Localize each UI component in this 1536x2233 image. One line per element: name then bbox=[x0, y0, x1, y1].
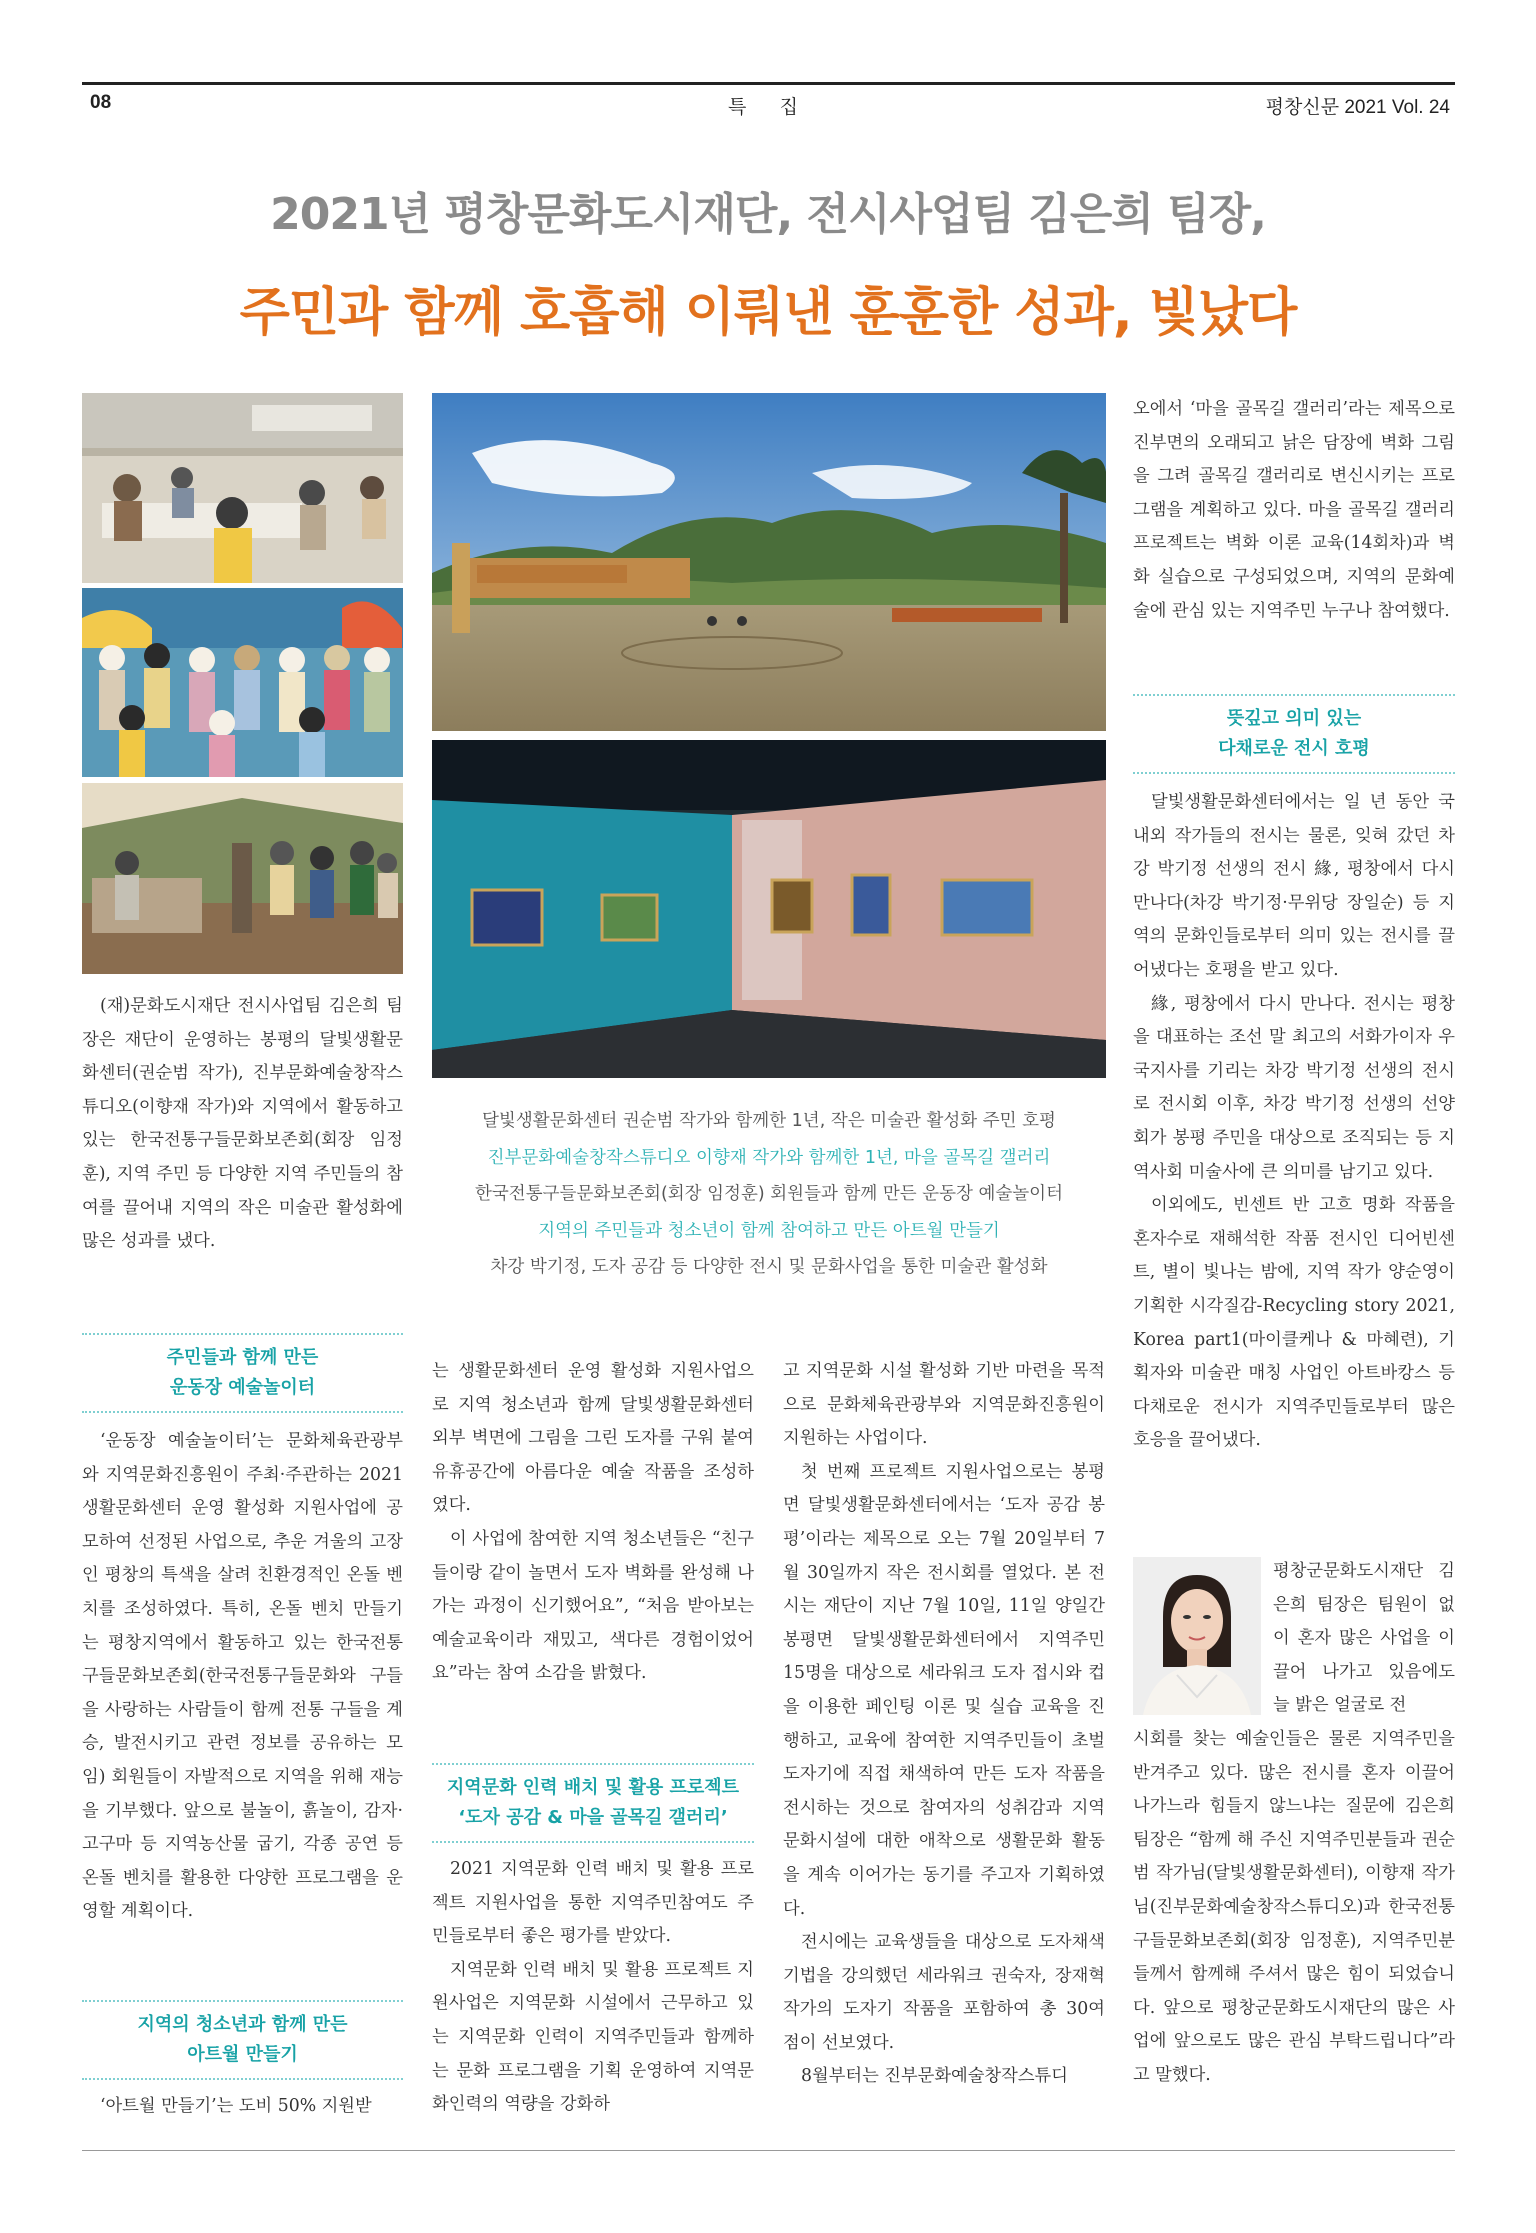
caption-1: 달빛생활문화센터 권순범 작가와 함께한 1년, 작은 미술관 활성화 주민 호평 bbox=[482, 1111, 1056, 1131]
subhead-artwall-line1: 지역의 청소년과 함께 만든 bbox=[137, 2014, 348, 2035]
caption-2: 진부문화예술창작스튜디오 이향재 작가와 함께한 1년, 마을 골목길 갤러리 bbox=[487, 1147, 1051, 1168]
col4-paragraph-2: 달빛생활문화센터에서는 일 년 동안 국내외 작가들의 전시는 물론, 잊혀 갔던 차강 박기정 선생의 전시 緣, 평창에서 다시 만나다(차강 박기정·무위당 장일순) 등 지역의 문화인들로부터 의미 있는 전시를 끌어냈다는 호평을 받고 있다. bbox=[1133, 792, 1455, 980]
column-4-middle bbox=[1133, 786, 1455, 1458]
col4-paragraph-4: 이외에도, 빈센트 반 고흐 명화 작품을 혼자수로 재해석한 작품 전시인 디어빈센트, 별이 빛나는 밤에, 지역 작가 양순영이 기획한 시각질감-Recycling story 2021, Korea part1(마이클케나 & 마혜련), 기획자와 미술관 매칭 사업인 아트바캉스 등 다채로운 전시가 지역주민들로부터 많은 호응을 끌어냈다. bbox=[1133, 1195, 1455, 1451]
column-2-bottom bbox=[432, 1853, 754, 2122]
photo-captions bbox=[432, 1103, 1106, 1286]
subhead-exhibitions-line1: 뜻깊고 의미 있는 bbox=[1226, 708, 1362, 729]
col4-paragraph-1: 오에서 ‘마을 골목길 갤러리’라는 제목으로 진부면의 오래되고 낡은 담장에 벽화 그림을 그려 골목길 갤러리로 변신시키는 프로그램을 계획하고 있다. 마을 골목길 갤러리 프로젝트는 벽화 이론 교육(14회차)과 벽화 실습으로 구성되었으며, 지역의 문화예술에 관심 있는 지역주민 누구나 참여했다. bbox=[1133, 399, 1455, 621]
subhead-exhibitions-line2: 다채로운 전시 호평 bbox=[1218, 738, 1370, 759]
headline-line2: 주민과 함께 호흡해 이뤄낸 훈훈한 성과, 빛났다 bbox=[239, 283, 1297, 343]
col4-paragraph-5: 시회를 찾는 예술인들은 물론 지역주민을 반겨주고 있다. 많은 전시를 혼자 이끌어 나가느라 힘들지 않느냐는 질문에 김은희 팀장은 “함께 해 주신 지역주민분들과 권순범 작가님(달빛생활문화센터), 이향재 작가님(진부문화예술창작스튜디오)과 한국전통구들문화보존회(회장 임정훈), 지역주민분들께서 함께해 주셔서 많은 힘이 되었습니다. 앞으로 평창군문화도시재단의 많은 사업에 앞으로도 많은 관심 부탁드립니다”라고 말했다. bbox=[1133, 1729, 1455, 2085]
section-label: 특 집 bbox=[728, 97, 812, 118]
header-rule bbox=[82, 82, 1455, 85]
artwall-paragraph: ‘아트월 만들기’는 도비 50% 지원받 bbox=[100, 2096, 372, 2116]
photo-gallery-exhibition bbox=[432, 740, 1106, 1078]
photo-workshop-class bbox=[82, 393, 403, 583]
col3-paragraph-3: 전시에는 교육생들을 대상으로 도자채색기법을 강의했던 세라워크 권숙자, 장재혁 작가의 도자기 작품을 포함하여 총 30여 점이 선보였다. bbox=[783, 1932, 1105, 2053]
subhead-project-line2: ‘도자 공감 & 마을 골목길 갤러리’ bbox=[458, 1807, 728, 1828]
subhead-artwall bbox=[82, 2000, 403, 2080]
column-1-intro bbox=[82, 990, 403, 1259]
subhead-playground-line1: 주민들과 함께 만든 bbox=[166, 1347, 319, 1368]
col3-paragraph-1: 고 지역문화 시설 활성화 기반 마련을 목적으로 문화체육관광부와 지역문화진흥원이 지원하는 사업이다. bbox=[783, 1361, 1105, 1449]
column-2-top bbox=[432, 1355, 754, 1691]
footer-rule bbox=[82, 2150, 1455, 2151]
caption-5: 차강 박기정, 도자 공감 등 다양한 전시 및 문화사업을 통한 미술관 활성화 bbox=[490, 1257, 1048, 1277]
column-4-top bbox=[1133, 393, 1455, 628]
col2-paragraph-1: 는 생활문화센터 운영 활성화 지원사업으로 지역 청소년과 함께 달빛생활문화센터 외부 벽면에 그림을 그린 도자를 구워 붙여 유휴공간에 아름다운 예술 작품을 조성하였다. bbox=[432, 1361, 754, 1516]
col2-paragraph-4: 지역문화 인력 배치 및 활용 프로젝트 지원사업은 지역문화 시설에서 근무하고 있는 지역문화 인력이 지역주민들과 함께하는 문화 프로그램을 기획 운영하여 지역문화인력의 역량을 강화하 bbox=[432, 1959, 754, 2115]
playground-paragraph: ‘운동장 예술놀이터’는 문화체육관광부와 지역문화진흥원이 주최·주관하는 2021 생활문화센터 운영 활성화 지원사업에 공모하여 선정된 사업으로, 추운 겨울의 고장인 평창의 특색을 살려 친환경적인 온돌 벤치를 조성하였다. 특히, 온돌 벤치 만들기는 평창지역에서 활동하고 있는 한국전통구들문화보존회(한국전통구들문화와 구들을 사랑하는 사람들이 함께 전통 구들을 계승, 발전시키고 관련 정보를 공유하는 모임) 회원들이 자발적으로 지역을 위해 재능을 기부했다. 앞으로 불놀이, 흙놀이, 감자·고구마 등 지역농산물 굽기, 각종 공연 등 온돌 벤치를 활용한 다양한 프로그램을 운영할 계획이다. bbox=[82, 1431, 403, 1922]
photo-volunteers-group bbox=[82, 588, 403, 777]
caption-3: 한국전통구들문화보존회(회장 임정훈) 회원들과 함께 만든 운동장 예술놀이터 bbox=[475, 1184, 1063, 1204]
subhead-artwall-line2: 아트월 만들기 bbox=[187, 2044, 298, 2065]
col3-paragraph-4: 8월부터는 진부문화예술창작스튜디 bbox=[801, 2066, 1068, 2087]
portrait-photo bbox=[1133, 1557, 1261, 1715]
headline-line1: 2021년 평창문화도시재단, 전시사업팀 김은희 팀장, bbox=[270, 189, 1266, 240]
subhead-project bbox=[432, 1763, 754, 1843]
subhead-project-line1: 지역문화 인력 배치 및 활용 프로젝트 bbox=[446, 1777, 740, 1798]
column-3 bbox=[783, 1355, 1105, 2094]
column-1-body bbox=[82, 1425, 403, 1929]
page-header bbox=[90, 92, 1450, 120]
portrait-text bbox=[1273, 1555, 1455, 1723]
photo-playground-art bbox=[432, 393, 1106, 731]
col4-paragraph-3: 緣, 평창에서 다시 만나다. 전시는 평창을 대표하는 조선 말 최고의 서화가이자 우국지사를 기리는 차강 박기정 선생의 전시로 전시회 이후, 차강 박기정 선생의 선양회가 봉평 주민을 대상으로 조직되는 등 지역사회 미술사에 큰 의미를 남기고 있다. bbox=[1133, 993, 1455, 1182]
intro-paragraph: (재)문화도시재단 전시사업팀 김은희 팀장은 재단이 운영하는 봉평의 달빛생활문화센터(권순범 작가), 진부문화예술창작스튜디오(이향재 작가)와 지역에서 활동하고 있는 한국전통구들문화보존회(회장 임정훈), 지역 주민 등 다양한 지역 주민들의 참여를 끌어내 지역의 작은 미술관 활성화에 많은 성과를 냈다. bbox=[82, 996, 403, 1252]
caption-4: 지역의 주민들과 청소년이 함께 참여하고 만든 아트월 만들기 bbox=[538, 1220, 1000, 1241]
column-1-end bbox=[82, 2090, 403, 2124]
photo-ondol-bench bbox=[82, 783, 403, 974]
subhead-playground-line2: 운동장 예술놀이터 bbox=[169, 1377, 316, 1398]
subhead-exhibitions bbox=[1133, 694, 1455, 774]
subhead-playground bbox=[82, 1333, 403, 1413]
column-4-bottom bbox=[1133, 1723, 1455, 2093]
portrait-paragraph: 평창군문화도시재단 김은희 팀장은 팀원이 없이 혼자 많은 사업을 이끌어 나가고 있음에도 늘 밝은 얼굴로 전 bbox=[1273, 1561, 1455, 1716]
page-number: 08 bbox=[90, 92, 112, 113]
col2-paragraph-3: 2021 지역문화 인력 배치 및 활용 프로젝트 지원사업을 통한 지역주민참여도 주민들로부터 좋은 평가를 받았다. bbox=[432, 1859, 754, 1947]
col2-paragraph-2: 이 사업에 참여한 지역 청소년들은 “친구들이랑 같이 놀면서 도자 벽화를 완성해 나가는 과정이 신기했어요”, “처음 받아보는 예술교육이라 재밌고, 색다른 경험이었어요”라는 참여 소감을 밝혔다. bbox=[432, 1528, 754, 1684]
col3-paragraph-2: 첫 번째 프로젝트 지원사업으로는 봉평면 달빛생활문화센터에서는 ‘도자 공감 봉평’이라는 제목으로 오는 7월 20일부터 7월 30일까지 작은 전시회를 열었다. 본 전시는 재단이 지난 7월 10일, 11일 양일간 봉평면 달빛생활문화센터에서 지역주민 15명을 대상으로 세라워크 도자 접시와 컵을 이용한 페인팅 이론 및 실습 교육을 진행하고, 교육에 참여한 지역주민들이 초벌 도자기에 직접 채색하여 만든 도자 작품을 전시하는 것으로 참여자의 성취감과 지역문화시설에 대한 애착으로 생활문화 활동을 계속 이어가는 동기를 주고자 기획하였다. bbox=[783, 1461, 1105, 1919]
publication-label: 평창신문 2021 Vol. 24 bbox=[1265, 97, 1450, 118]
